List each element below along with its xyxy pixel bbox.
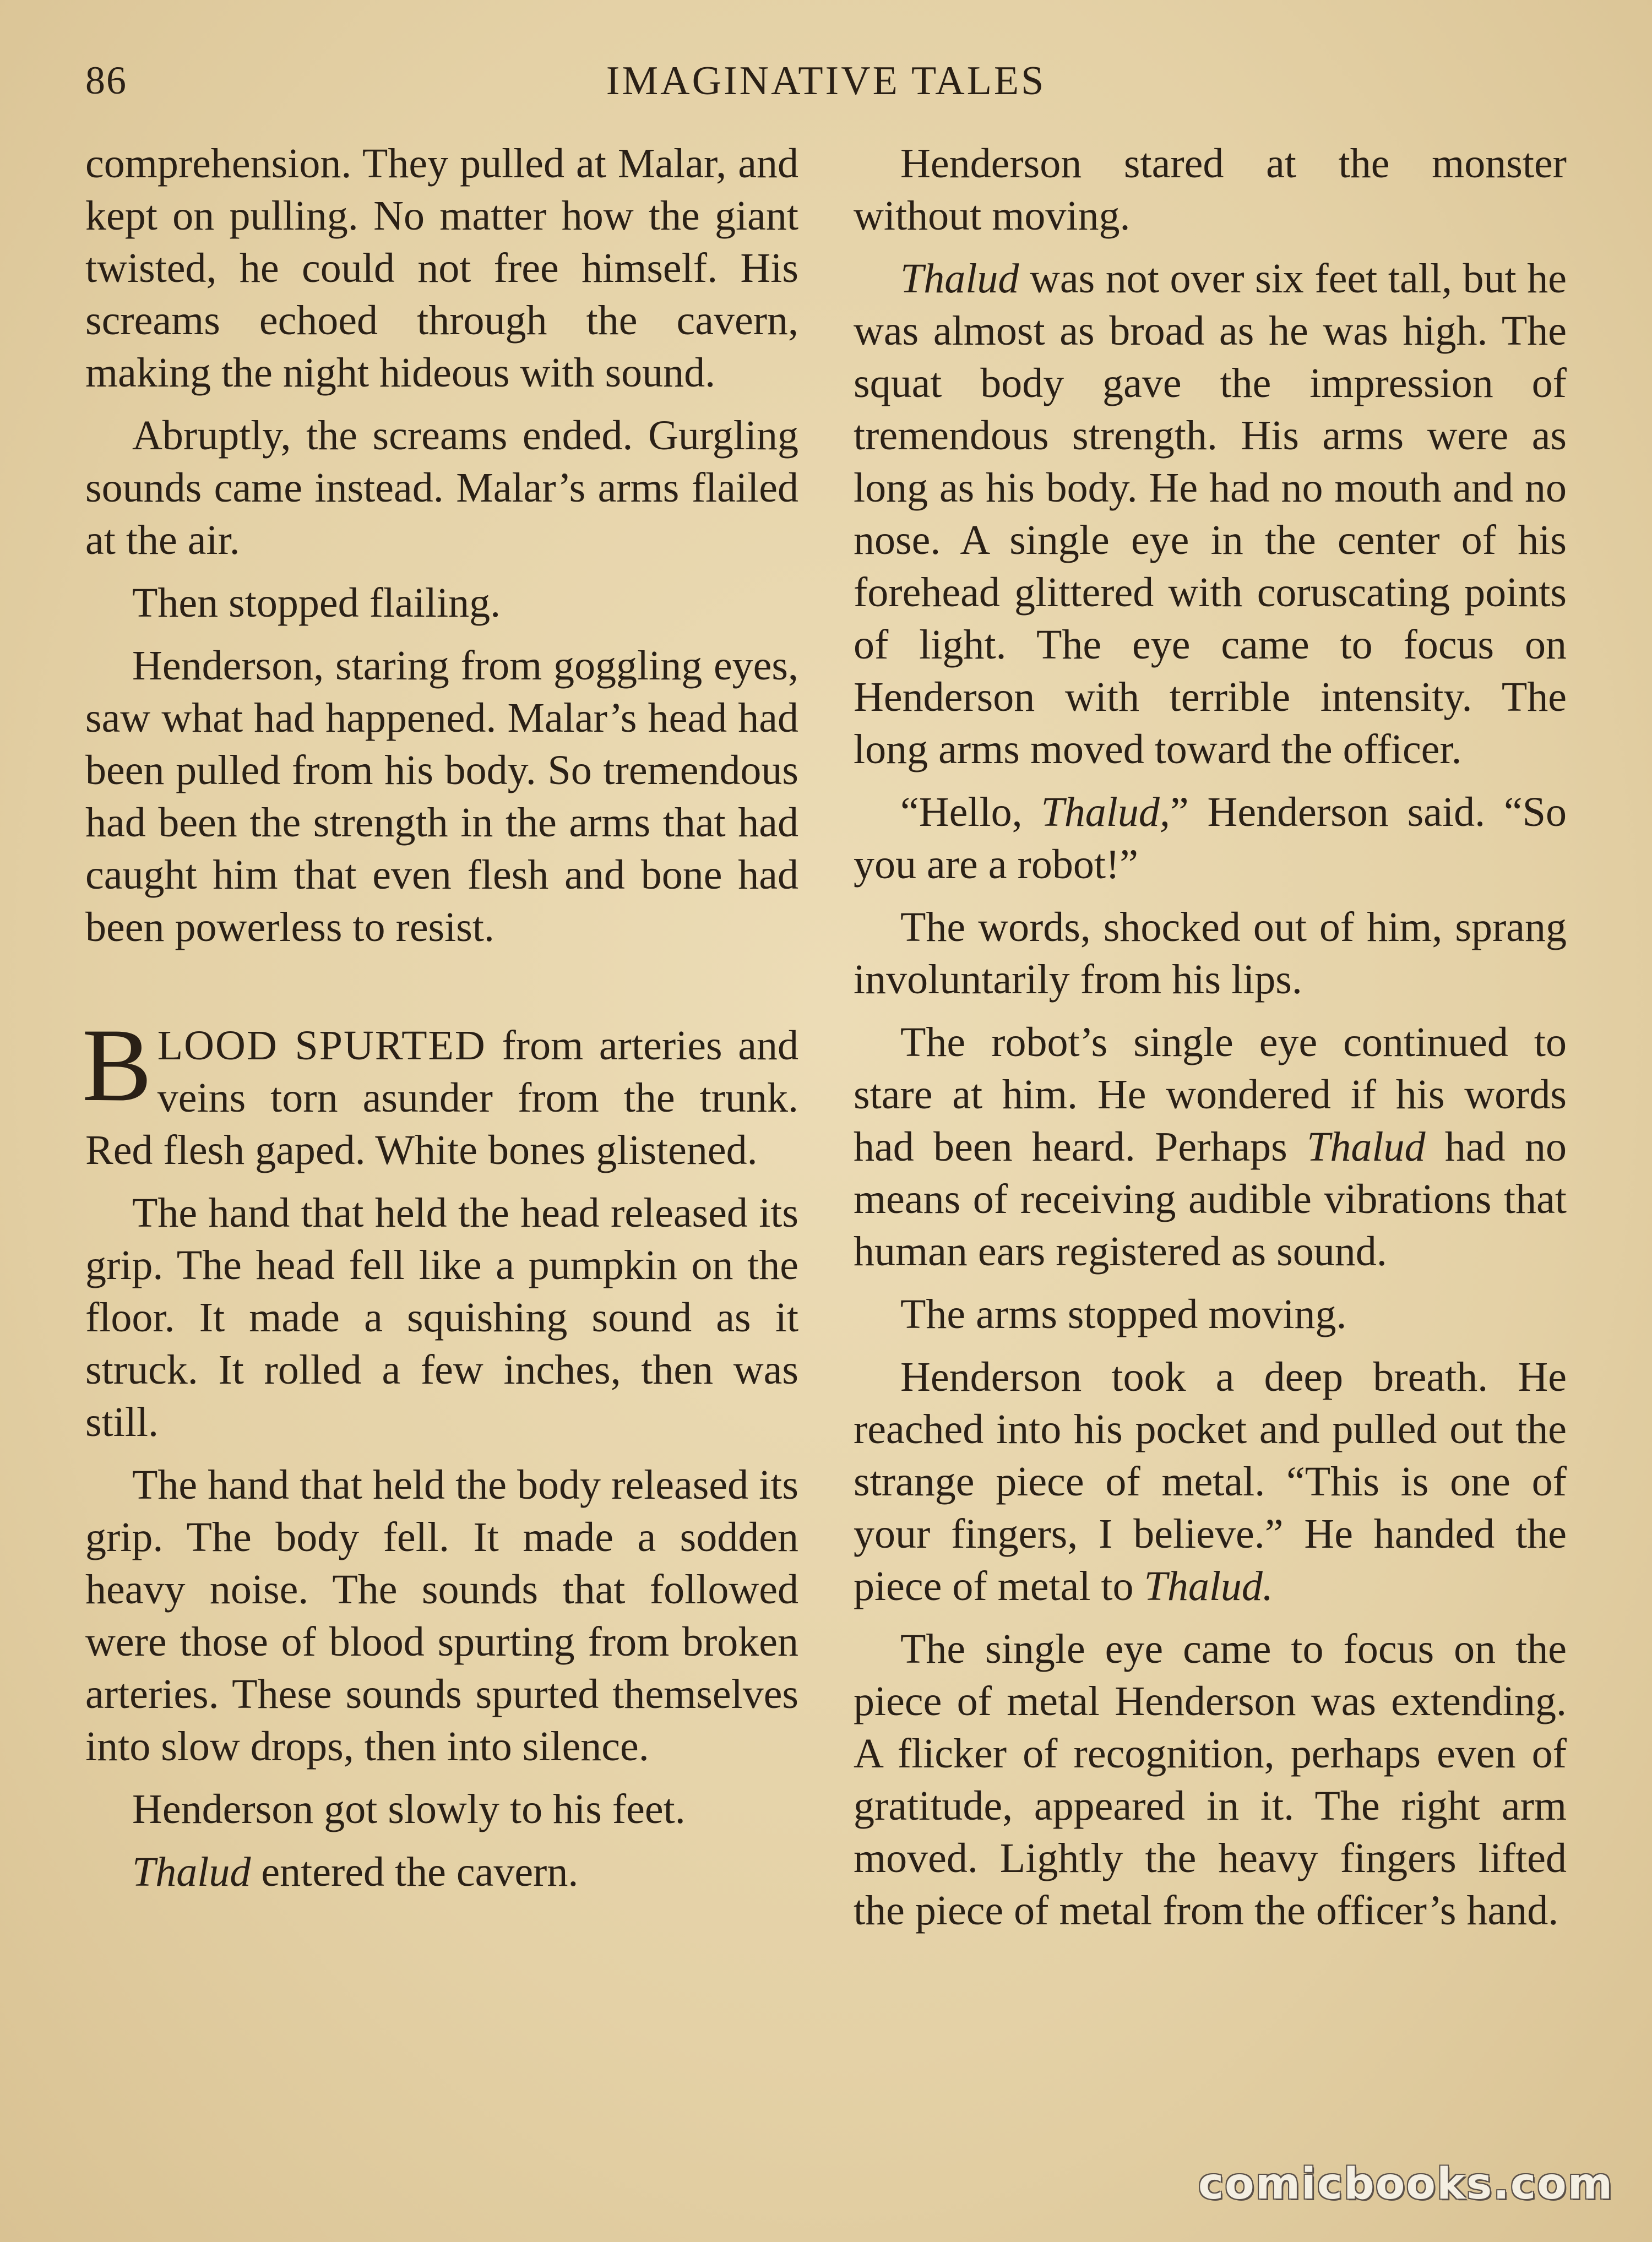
paragraph-text: Henderson took a deep breath. He reached into his pocket and pulled out the strange piece of metal. “This is one of your fingers, I believe.” He handed the piece of metal to bbox=[854, 1354, 1567, 1609]
paragraph: comprehension. They pulled at Malar, and kept on pulling. No matter how the giant twisted, he could not free himself. His screams echoed through the cavern, making the night hideous with sound. bbox=[85, 140, 798, 396]
italic-name: Thalud bbox=[132, 1849, 251, 1895]
italic-name: Thalud bbox=[900, 255, 1019, 302]
paragraph: Henderson got slowly to his feet. bbox=[132, 1786, 686, 1832]
italic-name: Thalud, bbox=[1041, 789, 1170, 835]
running-title: IMAGINATIVE TALES bbox=[606, 58, 1046, 104]
paragraph: Henderson stared at the monster without moving. bbox=[854, 140, 1567, 239]
paragraph-text: ” Henderson said. “So you are a robot!” bbox=[854, 789, 1567, 888]
italic-name: Thalud. bbox=[1144, 1563, 1273, 1609]
paragraph bbox=[854, 786, 1567, 891]
watermark: comicbooks.com bbox=[1198, 2159, 1613, 2209]
paragraph-text: “Hello, bbox=[900, 789, 1041, 835]
page-number: 86 bbox=[85, 58, 127, 102]
drop-cap: B bbox=[82, 1008, 152, 1123]
paragraph: The hand that held the body released its grip. The body fell. It made a sodden heavy noise. The sounds that followed were those of blood spurting from broken arteries. These sounds spurted themselves into slow drops, then into silence. bbox=[85, 1462, 798, 1770]
paragraph-text: had no means of receiving audible vibrations that human ears registered as sound. bbox=[854, 1124, 1567, 1275]
paragraph: Then stopped flailing. bbox=[132, 580, 501, 626]
lead-in-caps: LOOD SPURTED bbox=[157, 1022, 486, 1069]
paragraph: The words, shocked out of him, sprang involuntarily from his lips. bbox=[854, 904, 1567, 1003]
paragraph bbox=[854, 253, 1567, 776]
paragraph: Henderson, staring from goggling eyes, saw what had happened. Malar’s head had been pulled from his body. So tremendous had been the strength in the arms that had caught him that even flesh and bone had been powerless to resist. bbox=[85, 643, 798, 950]
paragraph: The arms stopped moving. bbox=[900, 1291, 1347, 1337]
section-start-paragraph bbox=[82, 1008, 798, 1177]
paragraph bbox=[854, 1351, 1567, 1613]
paragraph-text: The robot’s single eye continued to stare at him. He wondered if his words had been heard. Perhaps bbox=[854, 1019, 1567, 1170]
paragraph-text: entered the cavern. bbox=[251, 1849, 579, 1895]
page-header bbox=[85, 58, 1567, 118]
paragraph: The single eye came to focus on the piece of metal Henderson was extending. A flicker of recognition, perhaps even of gratitude, appeared in it. The right arm moved. Lightly the heavy fingers lifted the piece of metal from the officer’s hand. bbox=[854, 1626, 1567, 1934]
paragraph-text: from arteries and veins torn asunder from the trunk. Red flesh gaped. White bones glistened. bbox=[85, 1022, 798, 1173]
italic-name: Thalud bbox=[1307, 1124, 1426, 1170]
paragraph: Abruptly, the screams ended. Gurgling sounds came instead. Malar’s arms flailed at the air. bbox=[85, 412, 798, 563]
right-column bbox=[854, 138, 1567, 1947]
paragraph: The hand that held the head released its grip. The head fell like a pumpkin on the floor. It made a squishing sound as it struck. It rolled a few inches, then was still. bbox=[85, 1190, 798, 1445]
paragraph-text: was not over six feet tall, but he was almost as broad as he was high. The squat body gave the impression of tremendous strength. His arms were as long as his body. He had no mouth and no nose. A single eye in the center of his forehead glittered with coruscating points of light. The eye came to focus on Henderson with terrible intensity. The long arms moved toward the officer. bbox=[854, 255, 1567, 772]
paragraph bbox=[854, 1016, 1567, 1278]
paragraph bbox=[85, 1846, 798, 1898]
left-column bbox=[82, 138, 798, 1909]
